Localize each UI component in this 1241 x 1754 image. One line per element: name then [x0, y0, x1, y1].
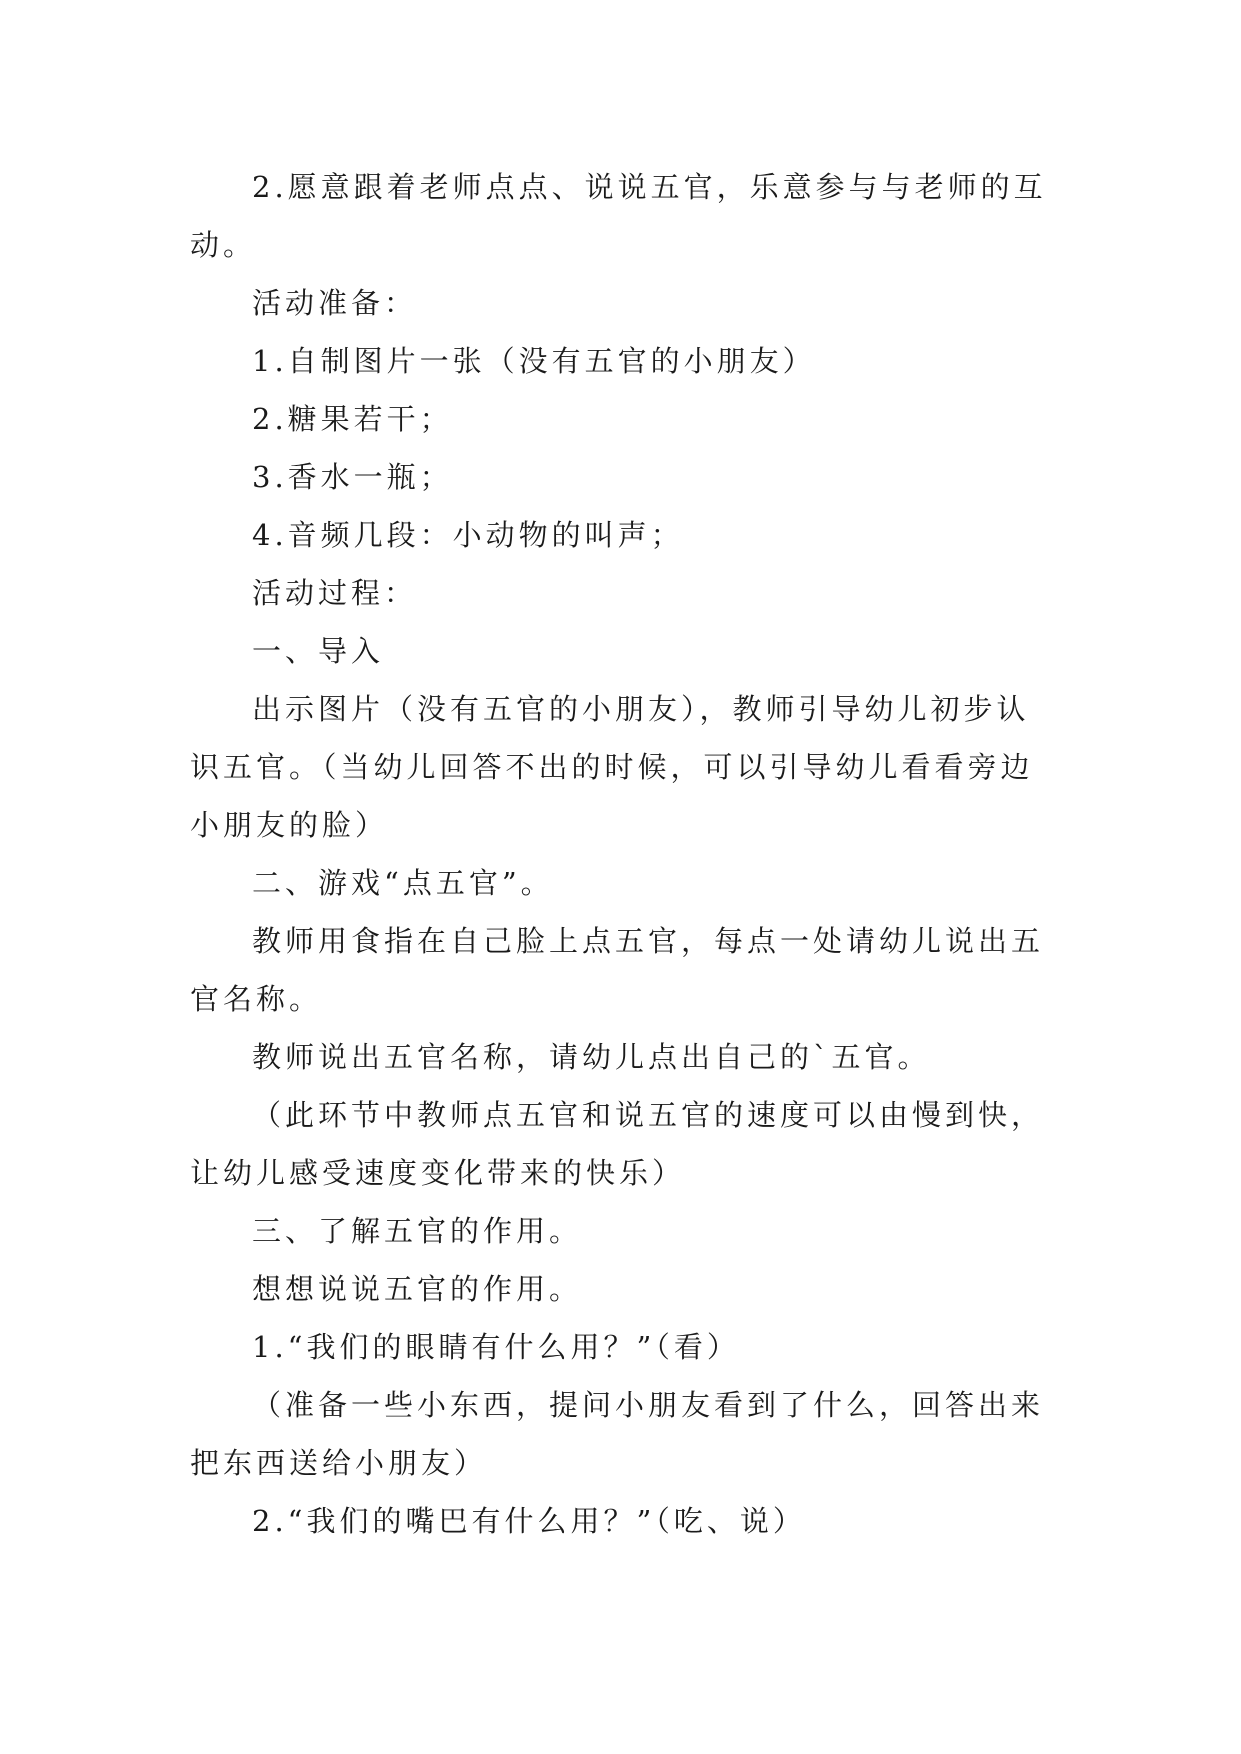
paragraph-goal-2: 2.愿意跟着老师点点、说说五官，乐意参与与老师的互动。 [190, 170, 1047, 262]
paragraph-section-1-body: 出示图片（没有五官的小朋友），教师引导幼儿初步认识五官。（当幼儿回答不出的时候，可以引导幼儿看看旁边小朋友的脸） [190, 692, 1034, 842]
paragraph-section-3-intro: 想想说说五官的作用。 [252, 1272, 583, 1306]
paragraph-preparation-2: 2.糖果若干； [252, 402, 453, 436]
document-body [190, 158, 1050, 1550]
paragraph-preparation-4: 4.音频几段：小动物的叫声； [252, 518, 684, 552]
paragraph-preparation-heading: 活动准备： [252, 286, 418, 320]
paragraph-question-eyes: 1.“我们的眼睛有什么用？”（看） [252, 1330, 740, 1364]
paragraph-question-mouth: 2.“我们的嘴巴有什么用？”（吃、说） [252, 1504, 806, 1538]
paragraph-section-3-heading: 三、了解五官的作用。 [252, 1214, 583, 1248]
paragraph-section-2-note: （此环节中教师点五官和说五官的速度可以由慢到快，让幼儿感受速度变化带来的快乐） [190, 1098, 1045, 1190]
paragraph-eyes-note: （准备一些小东西，提问小朋友看到了什么，回答出来把东西送给小朋友） [190, 1388, 1045, 1480]
paragraph-section-2-heading: 二、游戏“点五官”。 [252, 866, 554, 900]
paragraph-section-1-heading: 一、导入 [252, 634, 385, 668]
paragraph-section-2-body-1: 教师用食指在自己脸上点五官，每点一处请幼儿说出五官名称。 [190, 924, 1045, 1016]
paragraph-preparation-3: 3.香水一瓶； [252, 460, 453, 494]
paragraph-process-heading: 活动过程： [252, 576, 418, 610]
paragraph-preparation-1: 1.自制图片一张（没有五官的小朋友） [252, 344, 816, 378]
paragraph-section-2-body-2: 教师说出五官名称，请幼儿点出自己的`五官。 [252, 1040, 931, 1074]
